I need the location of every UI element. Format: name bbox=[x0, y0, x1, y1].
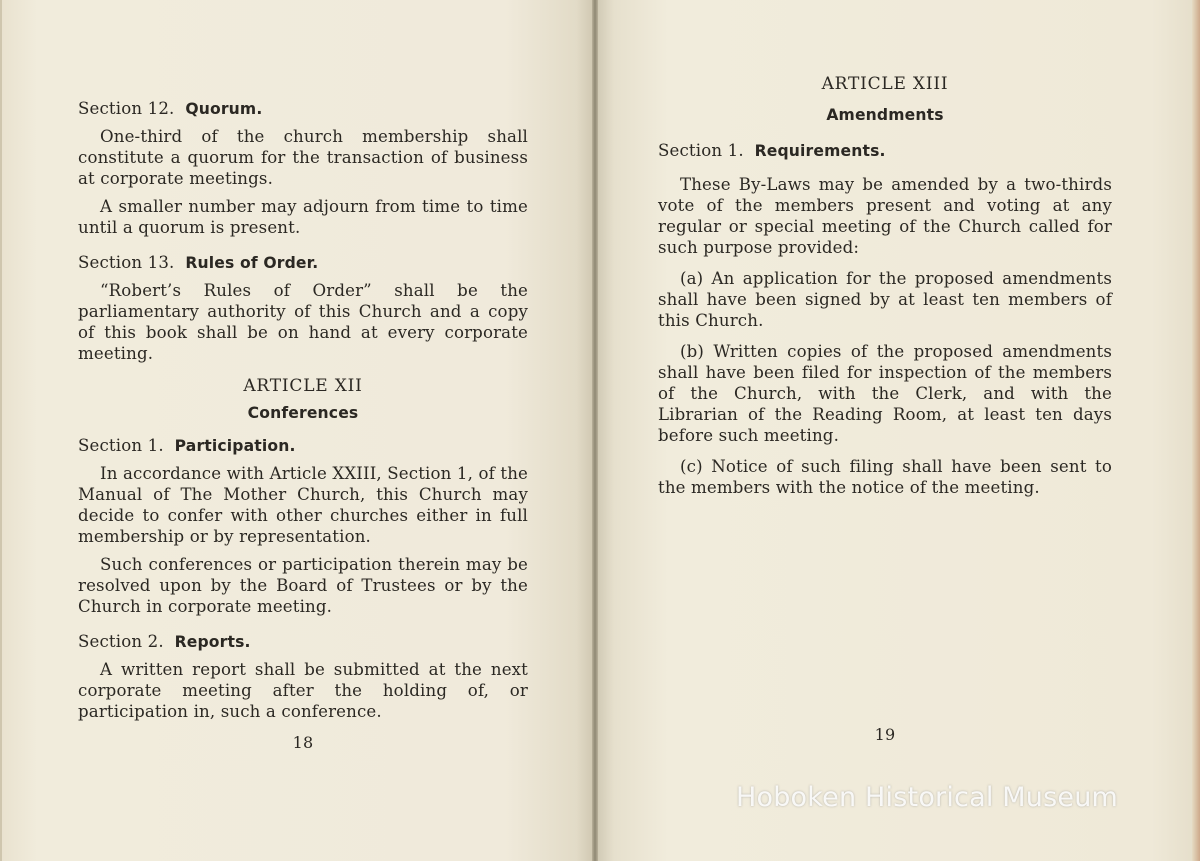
left-page bbox=[0, 0, 594, 861]
section-2-heading bbox=[78, 631, 528, 653]
article-xiii-subheading: Amendments bbox=[826, 106, 944, 124]
section-title: Quorum. bbox=[185, 100, 263, 118]
left-page-text bbox=[78, 98, 528, 753]
section-title: Requirements. bbox=[754, 142, 886, 160]
page-number: 19 bbox=[874, 725, 896, 744]
book-gutter bbox=[592, 0, 598, 861]
item-a: (a) An application for the proposed amendments shall have been signed by at least ten members of this Church. bbox=[658, 269, 1112, 330]
section-1-paragraph: These By-Laws may be amended by a two-thirds vote of the members present and voting at any regular or special meeting of the Church called for such purpose provided: bbox=[658, 175, 1112, 257]
section-1-paragraph-2: Such conferences or participation therein may be resolved upon by the Board of Trustees or by the Church in corporate meeting. bbox=[78, 555, 528, 616]
article-xii-heading: ARTICLE XII bbox=[243, 376, 363, 396]
section-label: Section 2. bbox=[78, 632, 164, 651]
museum-watermark: Hoboken Historical Museum bbox=[736, 782, 1119, 813]
section-label: Section 12. bbox=[78, 99, 175, 118]
section-1-heading bbox=[78, 435, 528, 457]
article-xiii-heading: ARTICLE XIII bbox=[821, 74, 949, 94]
page-edge bbox=[1192, 0, 1200, 861]
section-1-paragraph-1: In accordance with Article XXIII, Section 1, of the Manual of The Mother Church, this Church may decide to confer with other churches either in full membership or by representation. bbox=[78, 464, 528, 546]
section-2-paragraph-1: A written report shall be submitted at the next corporate meeting after the holding of, or participation in, such a conference. bbox=[78, 660, 528, 721]
item-b: (b) Written copies of the proposed amendments shall have been filed for inspection of the members of the Church, with the Clerk, and with the Librarian of the Reading Room, at least ten days before such meeting. bbox=[658, 342, 1112, 445]
page-number: 18 bbox=[292, 733, 314, 752]
section-label: Section 13. bbox=[78, 253, 175, 272]
section-title: Rules of Order. bbox=[185, 254, 319, 272]
section-title: Reports. bbox=[174, 633, 251, 651]
section-title: Participation. bbox=[174, 437, 296, 455]
section-12-heading bbox=[78, 98, 528, 120]
section-13-heading bbox=[78, 252, 528, 274]
section-12-paragraph-2: A smaller number may adjourn from time to time until a quorum is present. bbox=[78, 197, 528, 237]
section-1-heading bbox=[658, 140, 1112, 162]
item-c: (c) Notice of such filing shall have been sent to the members with the notice of the meeting. bbox=[658, 457, 1112, 497]
section-12-paragraph-1: One-third of the church membership shall constitute a quorum for the transaction of business at corporate meetings. bbox=[78, 127, 528, 188]
right-page bbox=[596, 0, 1200, 861]
section-13-paragraph-1: “Robert’s Rules of Order” shall be the parliamentary authority of this Church and a copy of this book shall be on hand at every corporate meeting. bbox=[78, 281, 528, 363]
section-label: Section 1. bbox=[78, 436, 164, 455]
section-label: Section 1. bbox=[658, 141, 744, 160]
right-page-text bbox=[658, 74, 1112, 745]
article-xii-subheading: Conferences bbox=[247, 404, 359, 422]
